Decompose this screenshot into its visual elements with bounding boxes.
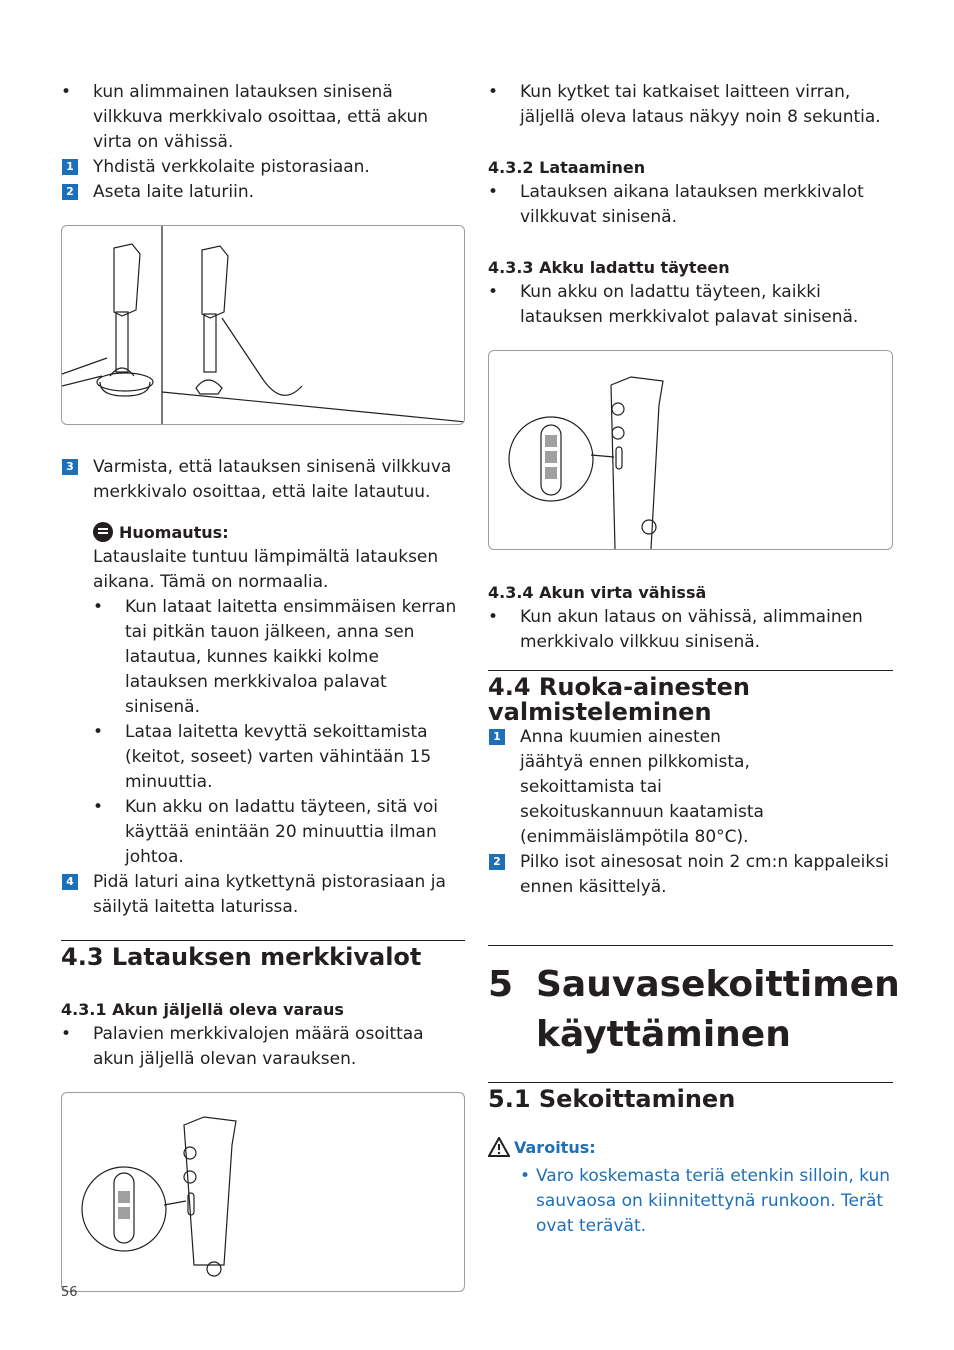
note-text: Latauslaite tuntuu lämpimältä latauksen aikana. Tämä on normaalia. bbox=[93, 547, 439, 592]
step-number: 3 bbox=[62, 459, 78, 475]
list-item: • Kun akun lataus on vähissä, alimmainen merkkivalo vilkkuu sinisenä. bbox=[488, 607, 863, 652]
step-number: 2 bbox=[489, 854, 505, 870]
step-number: 2 bbox=[62, 184, 78, 200]
full-charge-drawing bbox=[489, 351, 893, 549]
warning-icon bbox=[488, 1137, 510, 1164]
list-item: • Lataa laitetta kevyttä sekoittamista (keitot, soseet) varten vähintään 15 minuuttia. bbox=[93, 722, 432, 792]
step-4: 4 Pidä laturi aina kytkettynä pistorasiaan ja säilytä laitetta laturissa. bbox=[61, 870, 465, 920]
left-column bbox=[61, 80, 465, 1292]
subsection-heading: 4.3.2 Lataaminen bbox=[488, 158, 646, 177]
note-title: Huomautus: bbox=[93, 520, 465, 545]
battery-indicator-drawing bbox=[62, 1093, 465, 1291]
list-item: • Kun akku on ladattu täyteen, sitä voi käyttää enintään 20 minuuttia ilman johtoa. bbox=[93, 797, 439, 867]
warning-box bbox=[488, 1135, 893, 1239]
step-1: 1 Yhdistä verkkolaite pistorasiaan. bbox=[61, 155, 465, 180]
list-item: • Kun kytket tai katkaiset laitteen virran, jäljellä oleva lataus näkyy noin 8 sekuntia. bbox=[488, 82, 881, 127]
step-2: 2 Aseta laite laturiin. bbox=[61, 180, 465, 205]
charger-illustration bbox=[61, 225, 465, 425]
section-heading: 4.4 Ruoka-ainesten valmisteleminen bbox=[488, 670, 893, 725]
list-item: • Kun lataat laitetta ensimmäisen kerran tai pitkän tauon jälkeen, anna sen latautua, kunnes kaikki kolme latauksen merkkivaloa palavat sinisenä. bbox=[93, 597, 457, 717]
list-item: • Palavien merkkivalojen määrä osoittaa akun jäljellä olevan varauksen. bbox=[61, 1024, 424, 1069]
page-number: 56 bbox=[61, 1285, 78, 1300]
section-heading: 4.3 Latauksen merkkivalot bbox=[61, 940, 465, 970]
step-2: 2 Pilko isot ainesosat noin 2 cm:n kappaleiksi ennen käsittelyä. bbox=[488, 850, 893, 900]
indicator-illustration bbox=[61, 1092, 465, 1292]
right-column bbox=[488, 80, 900, 1239]
chapter-number: 5 bbox=[488, 964, 514, 1005]
subsection-heading: 4.3.1 Akun jäljellä oleva varaus bbox=[61, 1000, 344, 1019]
warning-title: Varoitus: bbox=[488, 1135, 893, 1164]
list-item: • Latauksen aikana latauksen merkkivalot vilkkuvat sinisenä. bbox=[488, 182, 864, 227]
list-item: • Varo koskemasta teriä etenkin silloin, kun sauvaosa on kiinnitettynä runkoon. Terät ovat terävät. bbox=[520, 1166, 891, 1236]
note-box bbox=[61, 520, 465, 870]
step-number: 1 bbox=[62, 159, 78, 175]
step-3: 3 Varmista, että latauksen sinisenä vilkkuva merkkivalo osoittaa, että laite latautuu. bbox=[61, 455, 465, 505]
subsection-heading: 4.3.4 Akun virta vähissä bbox=[488, 583, 707, 602]
chapter-title: Sauvasekoittimen käyttäminen bbox=[536, 964, 900, 1055]
list-item: • kun alimmainen latauksen sinisenä vilkkuva merkkivalo osoittaa, että akun virta on vähissä. bbox=[61, 82, 429, 152]
step-number: 4 bbox=[62, 874, 78, 890]
chapter-heading bbox=[488, 945, 900, 1060]
blender-charger-drawing bbox=[62, 226, 465, 424]
note-icon bbox=[93, 522, 113, 542]
list-item: • Kun akku on ladattu täyteen, kaikki latauksen merkkivalot palavat sinisenä. bbox=[488, 282, 859, 327]
step-1: 1 Anna kuumien ainesten jäähtyä ennen pilkkomista, sekoittamista tai sekoituskannuun kaatamista (enimmäislämpötila 80°C). bbox=[488, 725, 893, 850]
subsection-heading: 4.3.3 Akku ladattu täyteen bbox=[488, 258, 730, 277]
step-number: 1 bbox=[489, 729, 505, 745]
section-heading: 5.1 Sekoittaminen bbox=[488, 1082, 893, 1112]
full-charge-illustration bbox=[488, 350, 893, 550]
